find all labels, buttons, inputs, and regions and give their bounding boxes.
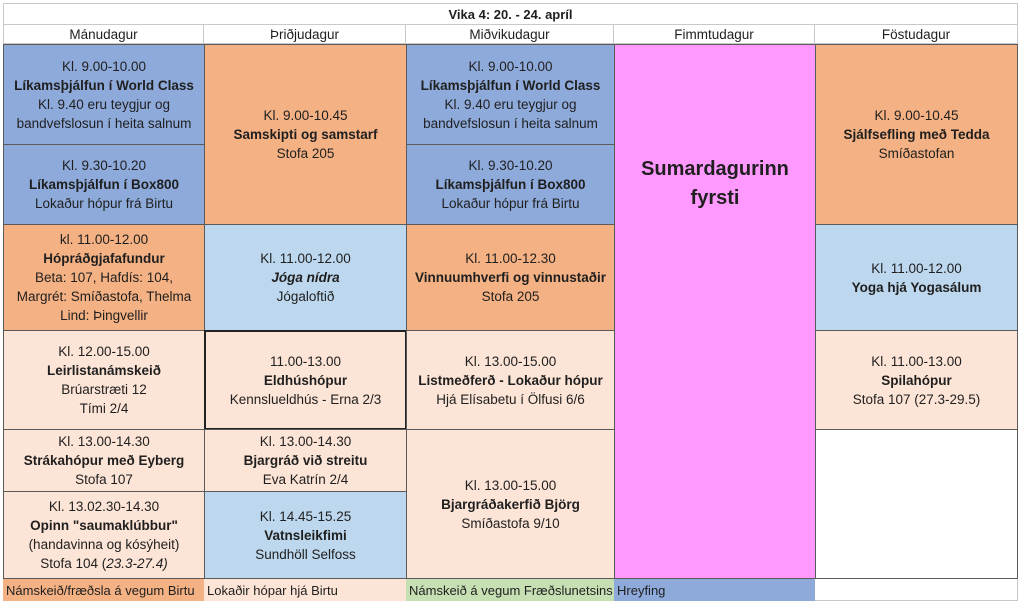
event-time: Kl. 13.00-15.00: [464, 477, 557, 493]
legend-hreyfing: Hreyfing: [614, 579, 815, 601]
event-name: Vatnsleikfimi: [264, 527, 347, 543]
event-monday-box800[interactable]: [3, 144, 205, 225]
event-info: Brúarstræti 12: [61, 382, 147, 397]
event-info: Kennslueldhús - Erna 2/3: [229, 391, 382, 407]
event-wednesday-box800[interactable]: [406, 144, 615, 225]
legend-birtu-courses: Námskeið/fræðsla á vegum Birtu: [3, 579, 204, 601]
event-wednesday-vinnuumhverfi[interactable]: [406, 224, 615, 331]
event-name: Yoga hjá Yogasálum: [851, 279, 982, 295]
event-tuesday-vatnsleikfimi[interactable]: [204, 491, 407, 579]
event-name: Bjargráð við streitu: [243, 453, 368, 468]
event-info: Jógaloftið: [276, 289, 335, 304]
event-info: Eva Katrín 2/4: [262, 472, 349, 487]
event-tuesday-bjargrad[interactable]: [204, 429, 407, 492]
event-monday-strakahopur[interactable]: [3, 429, 205, 492]
event-info: Tími 2/4: [79, 401, 129, 416]
event-info: Lind: Þingvellir: [60, 308, 148, 323]
event-time: Kl. 12.00-15.00: [58, 344, 150, 359]
legend-fraedslunet-courses: Námskeið á vegum Fræðslunetsins: [406, 579, 614, 601]
event-name: Líkamsþjálfun í World Class: [14, 77, 194, 93]
event-monday-hopradgjafafundur[interactable]: [3, 224, 205, 331]
event-thursday-sumardagurinn-fyrsti[interactable]: [614, 44, 816, 579]
event-info: Lokaður hópur frá Birtu: [34, 196, 174, 211]
event-name: Hópráðgjafafundur: [43, 251, 165, 266]
week-title: Vika 4: 20. - 24. apríl: [448, 6, 573, 22]
event-tuesday-eldhushopur[interactable]: [204, 330, 407, 430]
event-info: Kl. 9.40 eru teygjur og: [37, 96, 171, 112]
event-time: Kl. 13.00-15.00: [464, 353, 557, 369]
event-info: Smíðastofa 9/10: [461, 515, 560, 531]
event-info: Lokaður hópur frá Birtu: [441, 196, 580, 211]
event-monday-leirlist[interactable]: [3, 330, 205, 430]
friday-empty-cell: [815, 429, 1018, 579]
event-tuesday-samskipti[interactable]: [204, 44, 407, 225]
day-header-tuesday: Þriðjudagur: [204, 25, 406, 44]
event-time: Kl. 13.00-14.30: [259, 434, 352, 449]
event-info: Stofa 107: [75, 472, 133, 487]
event-info: Kl. 9.40 eru teygjur og: [444, 96, 577, 112]
event-name: Jóga nídra: [271, 270, 340, 285]
event-info: Stofa 205: [481, 289, 540, 304]
event-wednesday-bjargradakerfid[interactable]: [406, 429, 615, 579]
event-info: Sundhöll Selfoss: [255, 546, 356, 562]
event-info: Stofa 104 (23.3-27.4): [40, 556, 168, 571]
week-title-cell: [3, 3, 1018, 25]
event-info: Smíðastofan: [878, 146, 955, 161]
event-info: Stofa 107 (27.3-29.5): [852, 391, 981, 407]
event-monday-saumaklubbur[interactable]: [3, 491, 205, 579]
event-friday-spilahopur[interactable]: [815, 330, 1018, 430]
event-time: Kl. 9.00-10.45: [263, 108, 348, 123]
event-info: (handavinna og kósýheit): [28, 537, 180, 552]
event-info: Margrét: Smíðastofa, Thelma: [16, 289, 192, 304]
event-name: Leirlistanámskeið: [46, 363, 162, 378]
day-header-thursday: Fimmtudagur: [614, 25, 815, 44]
event-friday-yoga[interactable]: [815, 224, 1018, 331]
event-info: Hjá Elísabetu í Ölfusi 6/6: [436, 391, 585, 407]
event-name: Samskipti og samstarf: [233, 127, 378, 142]
event-monday-world-class[interactable]: [3, 44, 205, 145]
event-time: Kl. 9.00-10.45: [874, 108, 959, 123]
event-wednesday-listmedferd[interactable]: [406, 330, 615, 430]
event-name: Listmeðferð - Lokaður hópur: [418, 372, 603, 388]
event-wednesday-world-class[interactable]: [406, 44, 615, 145]
event-time: Kl. 11.00-13.00: [871, 353, 962, 369]
event-info: Stofa 205: [276, 146, 335, 161]
event-friday-sjalfsefling[interactable]: [815, 44, 1018, 225]
event-time: Kl. 11.00-12.00: [871, 260, 962, 276]
event-info: bandvefslosun í heita salnum: [16, 115, 192, 131]
legend-empty-cell: [815, 579, 1018, 601]
event-tuesday-joga-nidra[interactable]: [204, 224, 407, 331]
day-header-wednesday: Miðvikudagur: [406, 25, 614, 44]
event-time: Kl. 9.00-10.00: [468, 58, 553, 74]
legend-closed-groups: Lokaðir hópar hjá Birtu: [204, 579, 406, 601]
event-time: Kl. 11.00-12.30: [465, 251, 556, 266]
event-name: Vinnuumhverfi og vinnustaðir: [414, 270, 607, 285]
event-name: Sjálfsefling með Tedda: [843, 127, 990, 142]
event-time: Kl. 9.30-10.20: [468, 158, 553, 173]
event-name: Bjargráðakerfið Björg: [441, 496, 580, 512]
event-time: Kl. 13.00-14.30: [58, 434, 150, 449]
event-info: bandvefslosun í heita salnum: [423, 115, 598, 131]
event-time: 11.00-13.00: [269, 353, 342, 369]
event-time: Kl. 13.02.30-14.30: [48, 499, 160, 514]
event-name: Opinn "saumaklúbbur": [30, 518, 178, 533]
event-time: Kl. 14.45-15.25: [259, 508, 352, 524]
event-name: Strákahópur með Eyberg: [23, 453, 185, 468]
day-header-monday: Mánudagur: [3, 25, 204, 44]
event-time: Kl. 11.00-12.00: [260, 251, 351, 266]
event-name: Líkamsþjálfun í World Class: [420, 77, 601, 93]
event-time: kl. 11.00-12.00: [59, 232, 149, 247]
holiday-line: Sumardagurinn: [641, 158, 789, 180]
event-time: Kl. 9.00-10.00: [61, 58, 147, 74]
event-info: Beta: 107, Hafdís: 104,: [34, 270, 174, 285]
event-name: Eldhúshópur: [263, 372, 348, 388]
day-header-friday: Föstudagur: [815, 25, 1018, 44]
holiday-line: fyrsti: [690, 187, 740, 209]
event-time: Kl. 9.30-10.20: [61, 158, 147, 173]
event-name: Spilahópur: [881, 372, 952, 388]
event-name: Líkamsþjálfun í Box800: [435, 177, 586, 192]
event-name: Líkamsþjálfun í Box800: [28, 177, 180, 192]
